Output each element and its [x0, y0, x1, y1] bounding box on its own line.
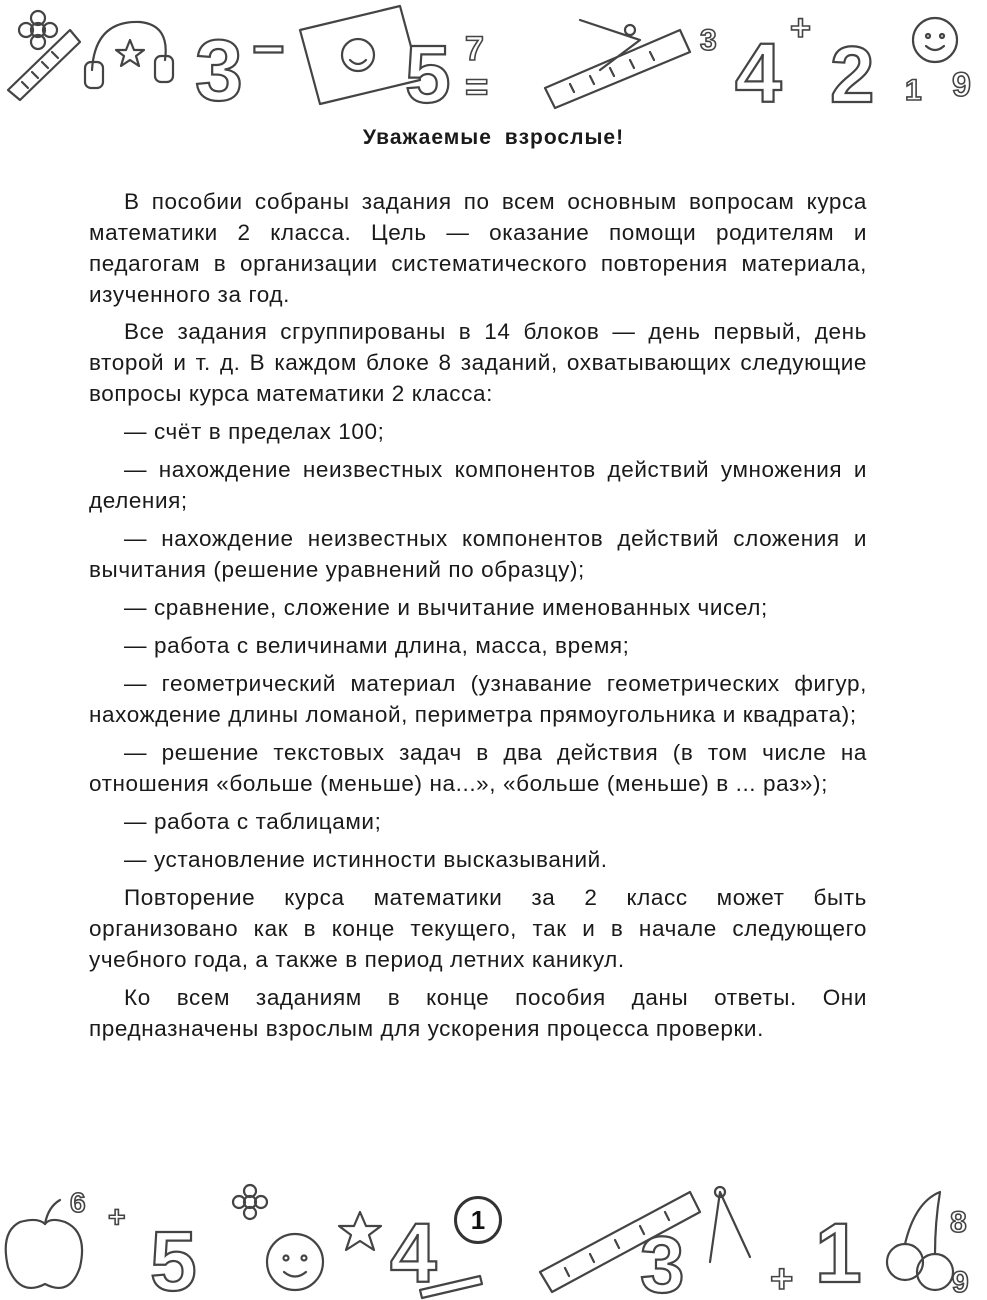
digit-7-decoration: 7 [465, 30, 484, 68]
star-icon [116, 40, 144, 66]
banknote-icon [300, 6, 420, 104]
digit-2-decoration: 2 [830, 30, 875, 118]
headphones-icon [85, 22, 173, 88]
doodle-border-top [0, 0, 987, 118]
digit-9-decoration: 9 [952, 66, 971, 104]
plus-decoration: + [790, 7, 812, 48]
list-item-addition: — нахождение неизвестных компонентов действий сложения и вычитания (решение уравнений по образцу); [89, 526, 867, 582]
star-icon-bottom [339, 1212, 381, 1250]
list-item-named-numbers: — сравнение, сложение и вычитание именованных чисел; [124, 595, 768, 620]
digit-3-decoration: 3 [195, 23, 243, 118]
digit-8-decoration: 8 [950, 1206, 967, 1239]
digit-3-small-decoration: 3 [700, 24, 717, 57]
list-item-geometry: — геометрический материал (узнавание геометрических фигур, нахождение длины ломаной, периметра прямоугольника и квадрата); [89, 671, 867, 727]
cherries-icon [887, 1192, 953, 1290]
list-item-word-problems: — решение текстовых задач в два действия (в том числе на отношения «больше (меньше) на...», «больше (меньше) в ... раз»); [89, 740, 867, 796]
digit-4-decoration: 4 [735, 26, 782, 118]
digit-5-decoration: 5 [405, 29, 451, 118]
plus-small-decoration: + [108, 1201, 126, 1234]
body-text [89, 186, 867, 1051]
list-item-statements: — установление истинности высказываний. [124, 847, 608, 872]
paragraph-timing: Повторение курса математики за 2 класс может быть организовано как в конце текущего, так и в начале следующего учебного года, а также в период летних каникул. [89, 885, 867, 972]
ruler-icon-2 [545, 30, 690, 108]
page-title: Уважаемые взрослые! [362, 126, 625, 149]
flower-icon [19, 11, 57, 49]
plus-bottom-decoration: + [770, 1257, 794, 1300]
minus-decoration: − [252, 17, 285, 80]
paragraph-intro: В пособии собраны задания по всем основным вопросам курса математики 2 класса. Цель — оказание помощи родителям и педагогам в организации систематического повторения материала, изученного за год. [89, 189, 867, 307]
digit-5-bottom-decoration: 5 [150, 1214, 197, 1300]
list-item-counting: — счёт в пределах 100; [124, 419, 385, 444]
compass-icon-bottom [710, 1187, 750, 1262]
equals-decoration: = [465, 65, 489, 109]
list-item-tables: — работа с таблицами; [124, 809, 382, 834]
page-number: 1 [454, 1196, 502, 1244]
paragraph-answers: Ко всем заданиям в конце пособия даны ответы. Они предназначены взрослым для ускорения процесса проверки. [89, 985, 867, 1041]
digit-6-decoration: 6 [70, 1187, 86, 1218]
paragraph-blocks: Все задания сгруппированы в 14 блоков — день первый, день второй и т. д. В каждом блоке 8 заданий, охватывающих следующие вопросы курса математики 2 класса: [89, 319, 867, 406]
smiley-face-icon [913, 18, 957, 62]
flower-icon-bottom [233, 1185, 267, 1219]
top-decorative-border [0, 0, 987, 118]
list-item-multiplication: — нахождение неизвестных компонентов действий умножения и деления; [89, 457, 867, 513]
digit-1-decoration: 1 [905, 74, 922, 107]
child-face-icon [267, 1234, 323, 1290]
digit-4-bottom-decoration: 4 [390, 1206, 437, 1300]
digit-3-bottom-decoration: 3 [640, 1220, 685, 1300]
digit-1-bottom-decoration: 1 [815, 1206, 862, 1300]
list-item-quantities: — работа с величинами длина, масса, время; [124, 633, 630, 658]
digit-9-bottom-decoration: 9 [952, 1266, 969, 1299]
